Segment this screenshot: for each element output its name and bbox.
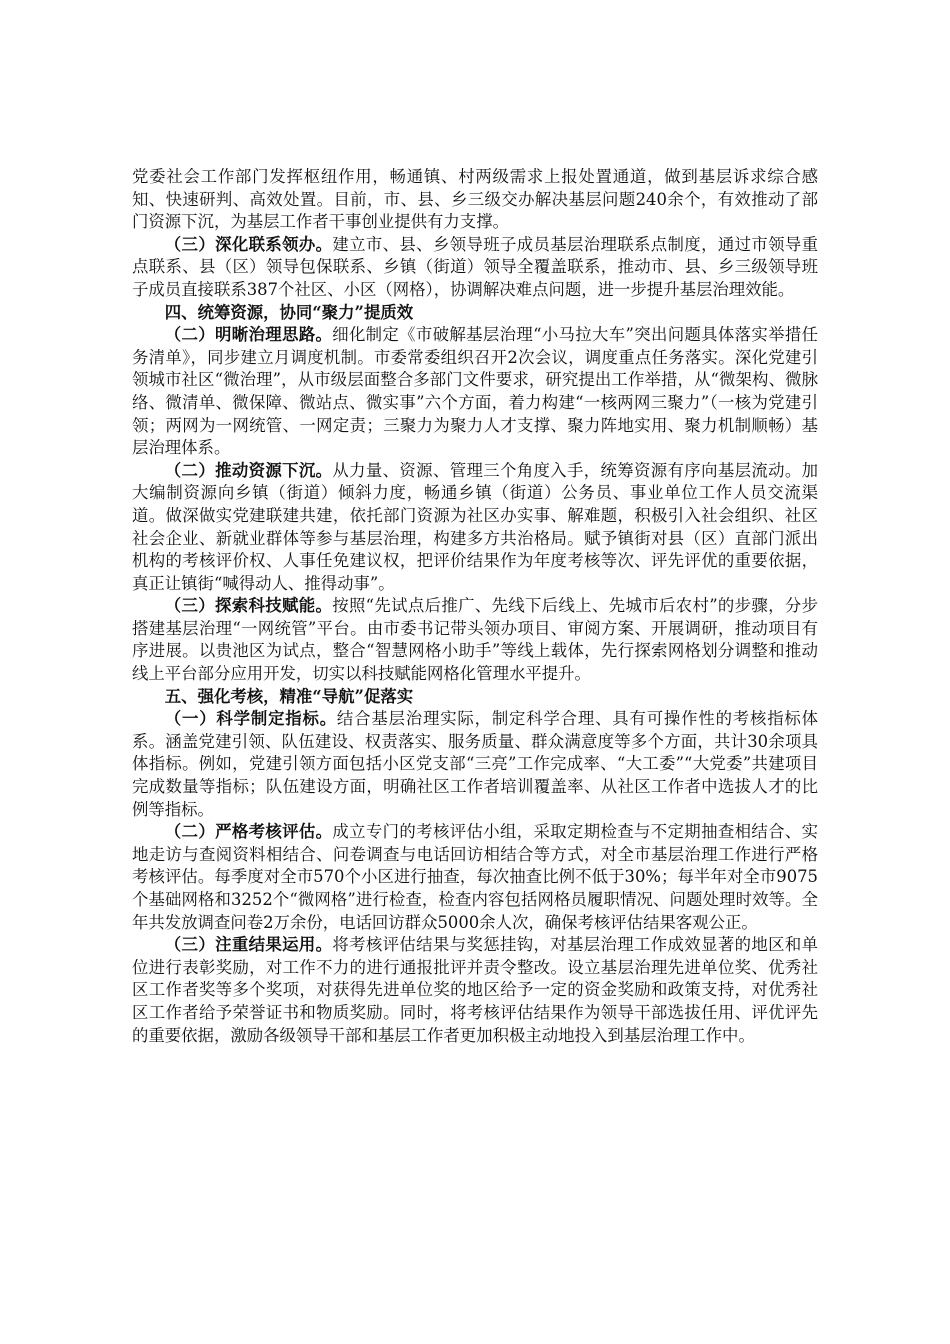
paragraph-text: 按照“先试点后推广、先线下后线上、先城市后农村”的步骤，分步搭建基层治理“一网统管”平台。由市委书记带头领办项目、审阅方案、开展调研，推动项目有序进展。以贵池区为试点，整合“智慧网格小助手”等线上载体，先行探索网格划分调整和推动线上平台部分应用开发，切实以科技赋能网格化管理水平提升。 bbox=[132, 596, 819, 684]
continuation-paragraph bbox=[132, 166, 818, 234]
document-body bbox=[132, 166, 818, 1047]
paragraph-text: 结合基层治理实际，制定科学合理、具有可操作性的考核指标体系。涵盖党建引领、队伍建设、权责落实、服务质量、群众满意度等多个方面，共计30余项具体指标。例如，党建引领方面包括小区党支部“三亮”工作完成率、“大工委”“大党委”共建项目完成数量等指标；队伍建设方面，明确社区工作者培训覆盖率、从社区工作者中选拔人才的比例等指标。 bbox=[132, 709, 819, 819]
paragraph-indicators bbox=[132, 708, 818, 821]
paragraph-text: 建立市、县、乡领导班子成员基层治理联系点制度，通过市领导重点联系、县（区）领导包保联系、乡镇（街道）领导全覆盖联系，推动市、县、乡三级领导班子成员直接联系387个社区、小区（网格），协调解决难点问题，进一步提升基层治理效能。 bbox=[132, 234, 819, 299]
paragraph-assessment bbox=[132, 821, 818, 934]
paragraph-governance-approach bbox=[132, 324, 818, 460]
paragraph-text: 将考核评估结果与奖惩挂钩，对基层治理工作成效显著的地区和单位进行表彰奖励，对工作不力的进行通报批评并责令整改。设立基层治理先进单位奖、优秀社区工作者奖等多个奖项，对获得先进单位奖的地区给予一定的资金奖励和政策支持，对优秀社区工作者给予荣誉证书和物质奖励。同时，将考核评估结果作为领导干部选拔任用、评优评先的重要依据，激励各级领导干部和基层工作者更加积极主动地投入到基层治理工作中。 bbox=[132, 935, 819, 1045]
paragraph-lead: （一）科学制定指标。 bbox=[164, 709, 337, 729]
paragraph-text: 从力量、资源、管理三个角度入手，统筹资源有序向基层流动。加大编制资源向乡镇（街道）倾斜力度，畅通乡镇（街道）公务员、事业单位工作人员交流渠道。做深做实党建联建共建，依托部门资源为社区办实事、解难题，积极引入社会组织、社区社会企业、新就业群体等参与基层治理，构建多方共治格局。赋予镇街对县（区）直部门派出机构的考核评价权、人事任免建议权，把评价结果作为年度考核等次、评先评优的重要依据，真正让镇街“喊得动人、推得动事”。 bbox=[132, 460, 819, 593]
section-heading-4: 四、统筹资源，协同“聚力”提质效 bbox=[164, 302, 414, 322]
paragraph-lead: （二）严格考核评估。 bbox=[164, 822, 333, 842]
section-heading-5: 五、强化考核，精准“导航”促落实 bbox=[164, 686, 414, 706]
paragraph-text: 细化制定《市破解基层治理“小马拉大车”突出问题具体落实举措任务清单》，同步建立月调度机制。市委常委组织召开2次会议，调度重点任务落实。深化党建引领城市社区“微治理”，从市级层面整合多部门文件要求，研究提出工作举措，从“微架构、微脉络、微清单、微保障、微站点、微实事”六个方面，着力构建“一核两网三聚力”（一核为党建引领；两网为一网统管、一网定责；三聚力为聚力人才支撑、聚力阵地实用、聚力机制顺畅）基层治理体系。 bbox=[132, 325, 819, 458]
paragraph-tech-empowerment bbox=[132, 595, 818, 685]
paragraph-text: 成立专门的考核评估小组，采取定期检查与不定期抽查相结合、实地走访与查阅资料相结合、问卷调查与电话回访相结合等方式，对全市基层治理工作进行严格考核评估。每季度对全市570个小区进行抽查，每次抽查比例不低于30%；每半年对全市9075个基础网格和3252个“微网格”进行检查，检查内容包括网格员履职情况、问题处理时效等。全年共发放调查问卷2万余份，电话回访群众5000余人次，确保考核评估结果客观公正。 bbox=[132, 822, 819, 932]
paragraph-lead: （三）探索科技赋能。 bbox=[164, 596, 333, 616]
paragraph-lead: （三）深化联系领办。 bbox=[164, 234, 333, 254]
paragraph-lead: （三）注重结果运用。 bbox=[164, 935, 333, 955]
paragraph-results-use bbox=[132, 934, 818, 1047]
paragraph-text: 党委社会工作部门发挥枢纽作用，畅通镇、村两级需求上报处置通道，做到基层诉求综合感知、快速研判、高效处置。目前，市、县、乡三级交办解决基层问题240余个，有效推动了部门资源下沉，为基层工作者干事创业提供有力支撑。 bbox=[132, 167, 818, 232]
paragraph-lead: （二）推动资源下沉。 bbox=[164, 460, 333, 480]
paragraph-lead: （二）明晰治理思路。 bbox=[164, 325, 333, 345]
paragraph-deepen-liaison bbox=[132, 234, 818, 302]
paragraph-resource-sinking bbox=[132, 460, 818, 596]
